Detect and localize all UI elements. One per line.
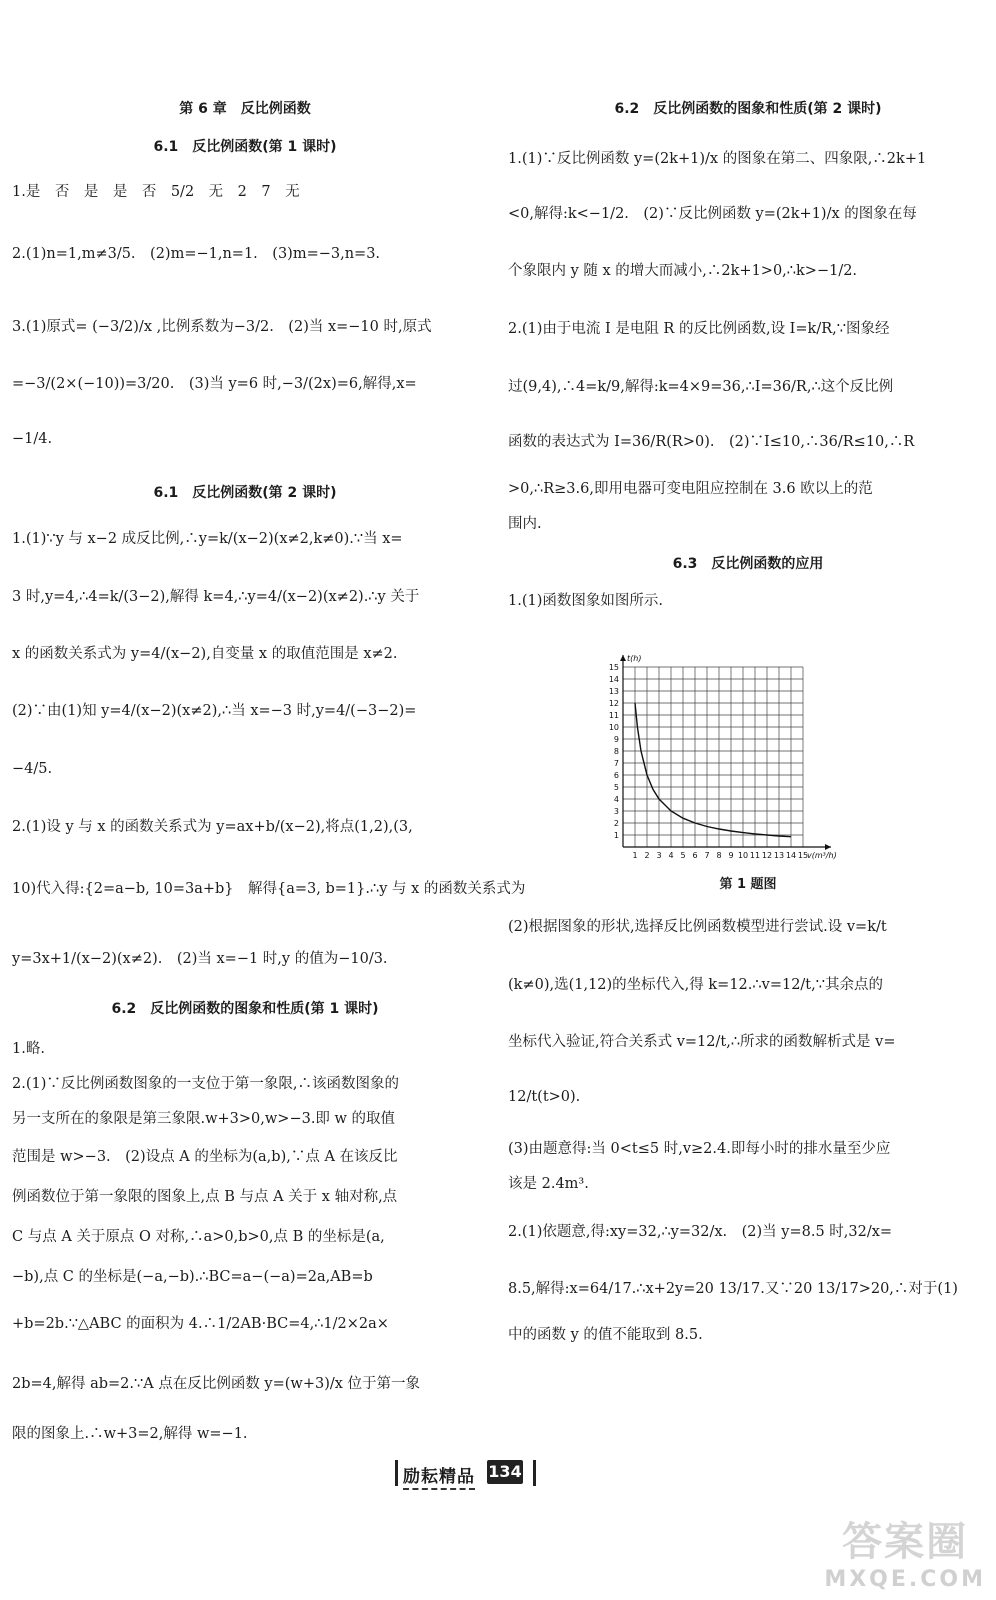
answer-line: 中的函数 y 的值不能取到 8.5. [508,1327,703,1343]
section-title: 6.2 反比例函数的图象和性质(第 1 课时) [111,1001,379,1017]
answer-line: −4/5. [12,761,53,777]
x-tick-label: 12 [761,851,773,860]
section-title: 6.1 反比例函数(第 2 课时) [153,485,337,501]
x-tick-label: 3 [656,851,662,860]
answer-line: 3 时,y=4,∴4=k/(3−2),解得 k=4,∴y=4/(x−2)(x≠2).∴y 关于 [12,589,420,605]
answer-line: =−3/(2×(−10))=3/20. (3)当 y=6 时,−3/(2x)=6,解得,x= [12,376,417,392]
page-footer [395,1460,575,1490]
x-tick-label: 9 [728,851,734,860]
x-tick-label: 5 [680,851,686,860]
section-title: 6.2 反比例函数的图象和性质(第 2 课时) [614,101,882,117]
answer-line: 围内. [508,516,542,532]
y-tick-label: 9 [613,735,619,744]
y-tick-label: 4 [613,795,619,804]
answer-line: (k≠0),选(1,12)的坐标代入,得 k=12.∴v=12/t,∵其余点的 [508,977,883,993]
answer-line: 2.(1)n=1,m≠3/5. (2)m=−1,n=1. (3)m=−3,n=3. [12,246,381,262]
y-tick-label: 14 [608,675,619,684]
answer-line: (2)根据图象的形状,选择反比例函数模型进行尝试.设 v=k/t [508,919,887,935]
answer-line: −1/4. [12,431,53,447]
series-line [635,703,791,837]
answer-line: <0,解得:k<−1/2. (2)∵反比例函数 y=(2k+1)/x 的图象在每 [508,206,917,222]
x-axis-label: v(m³/h) [807,851,837,860]
function-graph [595,632,865,870]
answer-line: −b),点 C 的坐标是(−a,−b).∴BC=a−(−a)=2a,AB=b [12,1269,373,1285]
x-tick-label: 2 [644,851,650,860]
watermark-url: MXQE.COM [824,1567,986,1592]
footer-bar-left [395,1460,398,1486]
answer-line: 1.是 否 是 是 否 5/2 无 2 7 无 [12,184,300,200]
answer-line: 函数的表达式为 I=36/R(R>0). (2)∵I≤10,∴36/R≤10,∴R [508,434,915,450]
section-title: 6.3 反比例函数的应用 [672,556,824,572]
y-tick-label: 15 [608,663,619,672]
answer-line: 限的图象上.∴w+3=2,解得 w=−1. [12,1426,248,1442]
y-tick-label: 3 [613,807,619,816]
answer-line: 另一支所在的象限是第三象限.w+3>0,w>−3.即 w 的取值 [12,1111,396,1127]
x-tick-label: 4 [668,851,674,860]
y-tick-label: 1 [613,831,619,840]
figure-caption: 第 1 题图 [719,877,777,892]
answer-line: 2.(1)由于电流 I 是电阻 R 的反比例函数,设 I=k/R,∵图象经 [508,321,890,337]
x-tick-label: 10 [737,851,749,860]
x-tick-label: 7 [704,851,710,860]
watermark-title: 答案圈 [842,1519,969,1565]
answer-line: 过(9,4),∴4=k/9,解得:k=4×9=36,∴I=36/R,∴这个反比例 [508,379,894,395]
graph-svg [595,632,865,870]
answer-line: +b=2b.∵△ABC 的面积为 4.∴1/2AB·BC=4,∴1/2×2a× [12,1316,389,1332]
chapter-title: 第 6 章 反比例函数 [179,101,311,117]
x-tick-label: 8 [716,851,722,860]
y-tick-label: 6 [613,771,619,780]
x-tick-label: 1 [632,851,638,860]
y-tick-label: 12 [608,699,619,708]
x-tick-label: 11 [749,851,761,860]
answer-line: 2.(1)设 y 与 x 的函数关系式为 y=ax+b/(x−2),将点(1,2),(3, [12,819,413,835]
answer-line: 例函数位于第一象限的图象上,点 B 与点 A 关于 x 轴对称,点 [12,1189,398,1205]
answer-line: 3.(1)原式= (−3/2)/x ,比例系数为−3/2. (2)当 x=−10 时,原式 [12,319,432,335]
watermark [824,1510,986,1592]
x-tick-label: 6 [692,851,698,860]
x-tick-label: 14 [785,851,797,860]
footer-bar-right [533,1460,536,1486]
answer-line: 2b=4,解得 ab=2.∵A 点在反比例函数 y=(w+3)/x 位于第一象 [12,1376,421,1392]
answer-line: 该是 2.4m³. [508,1176,589,1192]
answer-line: 12/t(t>0). [508,1089,581,1105]
section-title: 6.1 反比例函数(第 1 课时) [153,139,337,155]
y-axis-label: t(h) [627,654,642,663]
answer-line: 范围是 w>−3. (2)设点 A 的坐标为(a,b),∵点 A 在该反比 [12,1149,398,1165]
answer-line: 1.(1)∵y 与 x−2 成反比例,∴y=k/(x−2)(x≠2,k≠0).∵当 x= [12,531,403,547]
answer-line: 2.(1)∵反比例函数图象的一支位于第一象限,∴该函数图象的 [12,1076,399,1092]
x-tick-label: 15 [797,851,809,860]
answer-line: x 的函数关系式为 y=4/(x−2),自变量 x 的取值范围是 x≠2. [12,646,398,662]
answer-line: 1.(1)函数图象如图所示. [508,593,663,609]
answer-line: 1.(1)∵反比例函数 y=(2k+1)/x 的图象在第二、四象限,∴2k+1 [508,151,927,167]
page-number: 134 [487,1460,523,1484]
answer-line: 1.略. [12,1041,45,1057]
y-tick-label: 13 [608,687,619,696]
answer-line: C 与点 A 关于原点 O 对称,∴a>0,b>0,点 B 的坐标是(a, [12,1229,385,1245]
x-axis-arrow [825,844,831,850]
answer-line: (2)∵由(1)知 y=4/(x−2)(x≠2),∴当 x=−3 时,y=4/(−3−2)= [12,703,417,719]
answer-line: y=3x+1/(x−2)(x≠2). (2)当 x=−1 时,y 的值为−10/3. [12,951,388,967]
answer-line: (3)由题意得:当 0<t≤5 时,v≥2.4.即每小时的排水量至少应 [508,1141,891,1157]
answer-line: 8.5,解得:x=64/17.∴x+2y=20 13/17.又∵20 13/17>20,∴对于(1) [508,1281,958,1297]
answer-line: >0,∴R≥3.6,即用电器可变电阻应控制在 3.6 欧以上的范 [508,481,873,497]
y-tick-label: 11 [608,711,619,720]
x-tick-label: 13 [773,851,785,860]
y-tick-label: 10 [608,723,619,732]
y-axis-arrow [620,655,626,661]
y-tick-label: 7 [613,759,619,768]
answer-line: 2.(1)依题意,得:xy=32,∴y=32/x. (2)当 y=8.5 时,32/x= [508,1224,893,1240]
y-tick-label: 8 [613,747,619,756]
answer-line: 10)代入得:{2=a−b, 10=3a+b} 解得{a=3, b=1}.∴y 与 x 的函数关系式为 [12,881,526,897]
y-tick-label: 5 [613,783,619,792]
y-tick-label: 2 [613,819,619,828]
brand-logo: 励耘精品 [403,1462,475,1490]
answer-line: 坐标代入验证,符合关系式 v=12/t,∴所求的函数解析式是 v= [508,1034,896,1050]
answer-line: 个象限内 y 随 x 的增大而减小,∴2k+1>0,∴k>−1/2. [508,263,858,279]
